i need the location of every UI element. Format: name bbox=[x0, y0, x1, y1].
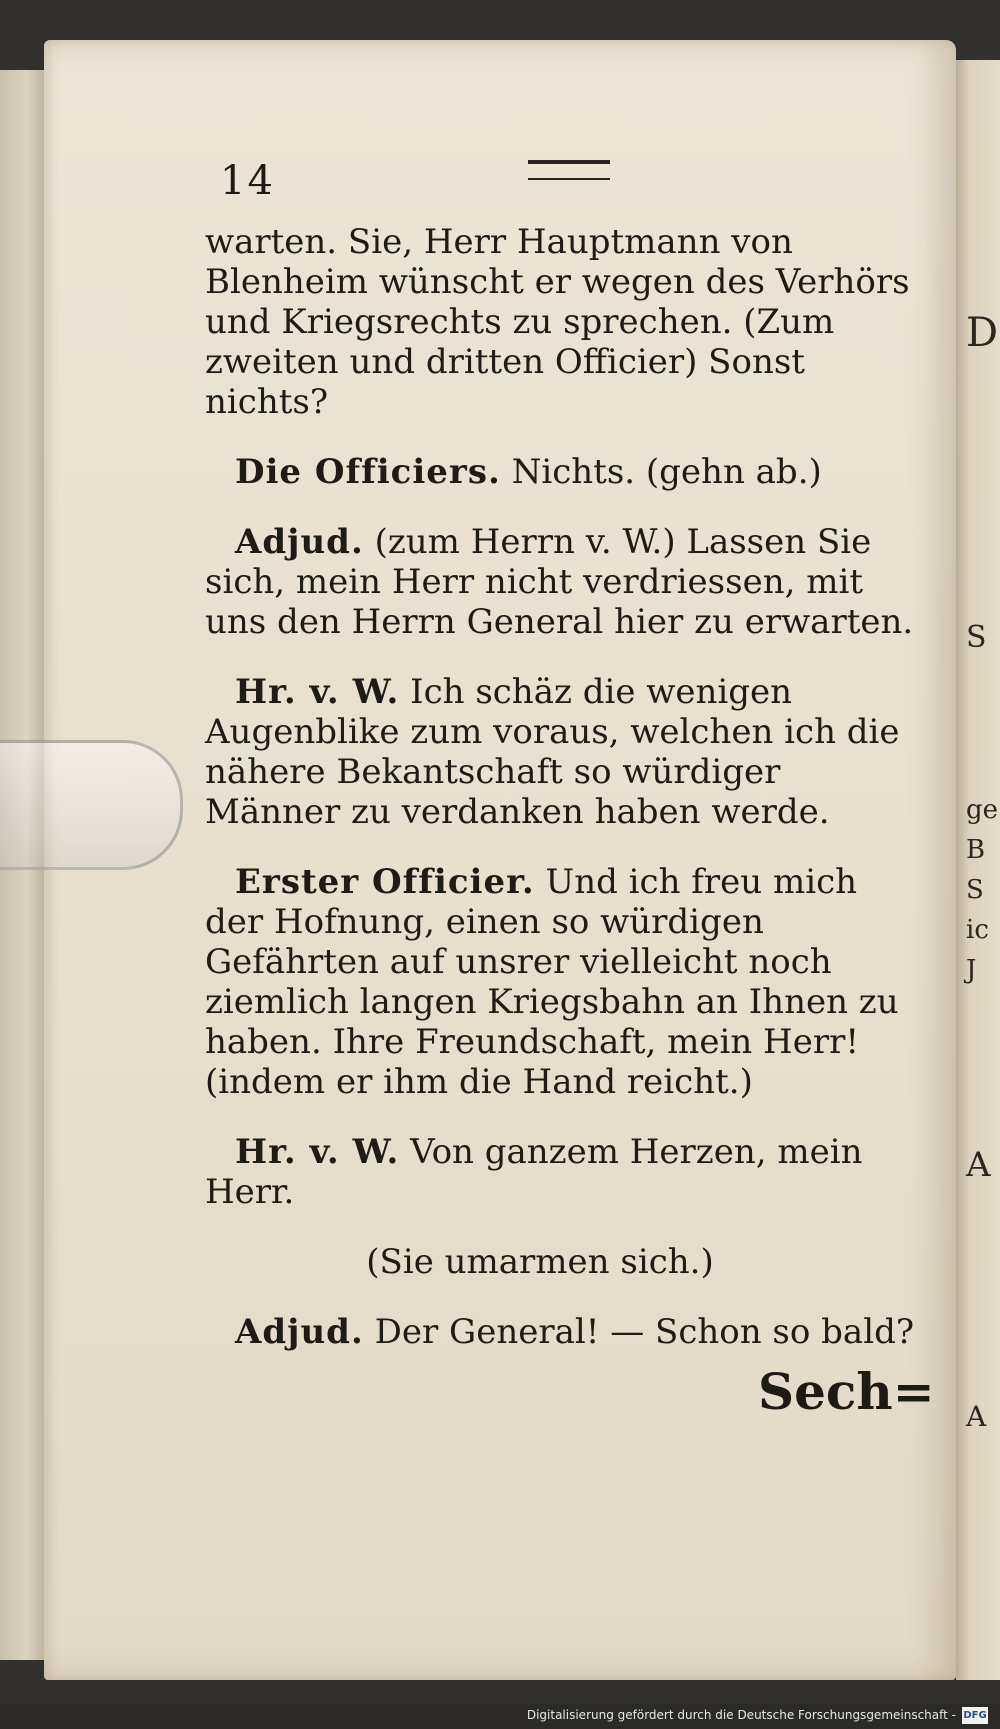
paragraph bbox=[205, 1132, 915, 1212]
facing-page-letter: J bbox=[966, 955, 977, 985]
paragraph bbox=[205, 522, 915, 642]
paragraph-text: Nichts. (gehn ab.) bbox=[511, 452, 822, 492]
speaker-name: Erster Officier. bbox=[235, 862, 535, 902]
paragraph-text: Ich schäz die wenigen Augenblike zum voraus, welchen ich die nähere Bekantschaft so würdiger Männer zu verdanken haben werde. bbox=[205, 672, 900, 832]
stage-direction bbox=[205, 1242, 915, 1282]
facing-page-letter: ic bbox=[966, 915, 989, 945]
speaker-name: Hr. v. W. bbox=[235, 1132, 400, 1172]
facing-page-letter: A bbox=[966, 1400, 987, 1433]
paragraph bbox=[205, 672, 915, 832]
facing-page-letter: S bbox=[966, 620, 987, 655]
header-ornament bbox=[528, 160, 610, 180]
facing-page-letter: D bbox=[966, 310, 999, 356]
paragraph bbox=[205, 1312, 915, 1352]
catchword: Sech= bbox=[758, 1362, 935, 1421]
facing-page-letter: B bbox=[966, 835, 986, 865]
page-clip bbox=[0, 740, 183, 870]
speaker-name: Adjud. bbox=[235, 1312, 364, 1352]
paragraph-text: Der General! — Schon so bald? bbox=[374, 1312, 915, 1352]
facing-page-fragment bbox=[956, 60, 1000, 1680]
facing-page-letter: ge bbox=[966, 795, 999, 825]
paragraph-text: (Sie umarmen sich.) bbox=[366, 1242, 714, 1282]
page-text bbox=[205, 222, 915, 1352]
paragraph-text: Von ganzem Herzen, mein Herr. bbox=[205, 1132, 863, 1212]
speaker-name: Hr. v. W. bbox=[235, 672, 400, 712]
paragraph bbox=[205, 222, 915, 422]
paragraph-text: Und ich freu mich der Hofnung, einen so würdigen Gefährten auf unsrer vielleicht noch ziemlich langen Kriegsbahn an Ihnen zu haben. Ihre Freundschaft, mein Herr! (indem er ihm die Hand reicht.) bbox=[205, 862, 899, 1102]
paragraph bbox=[205, 862, 915, 1102]
footer-credit: Digitalisierung gefördert durch die Deutsche Forschungsgemeinschaft - bbox=[526, 1708, 956, 1722]
paragraph-text: (zum Herrn v. W.) Lassen Sie sich, mein Herr nicht verdriessen, mit uns den Herrn General hier zu erwarten. bbox=[205, 522, 914, 642]
paragraph bbox=[205, 452, 915, 492]
speaker-name: Die Officiers. bbox=[235, 452, 501, 492]
facing-page-letter: S bbox=[966, 875, 984, 905]
facing-page-letter: A bbox=[966, 1145, 991, 1185]
dfg-logo: DFG bbox=[962, 1707, 988, 1724]
page-number: 14 bbox=[220, 158, 275, 204]
speaker-name: Adjud. bbox=[235, 522, 364, 562]
paragraph-text: warten. Sie, Herr Hauptmann von Blenheim wünscht er wegen des Verhörs und Kriegsrechts zu sprechen. (Zum zweiten und dritten Officier) Sonst nichts? bbox=[205, 222, 910, 422]
digitization-footer bbox=[0, 1704, 1000, 1729]
